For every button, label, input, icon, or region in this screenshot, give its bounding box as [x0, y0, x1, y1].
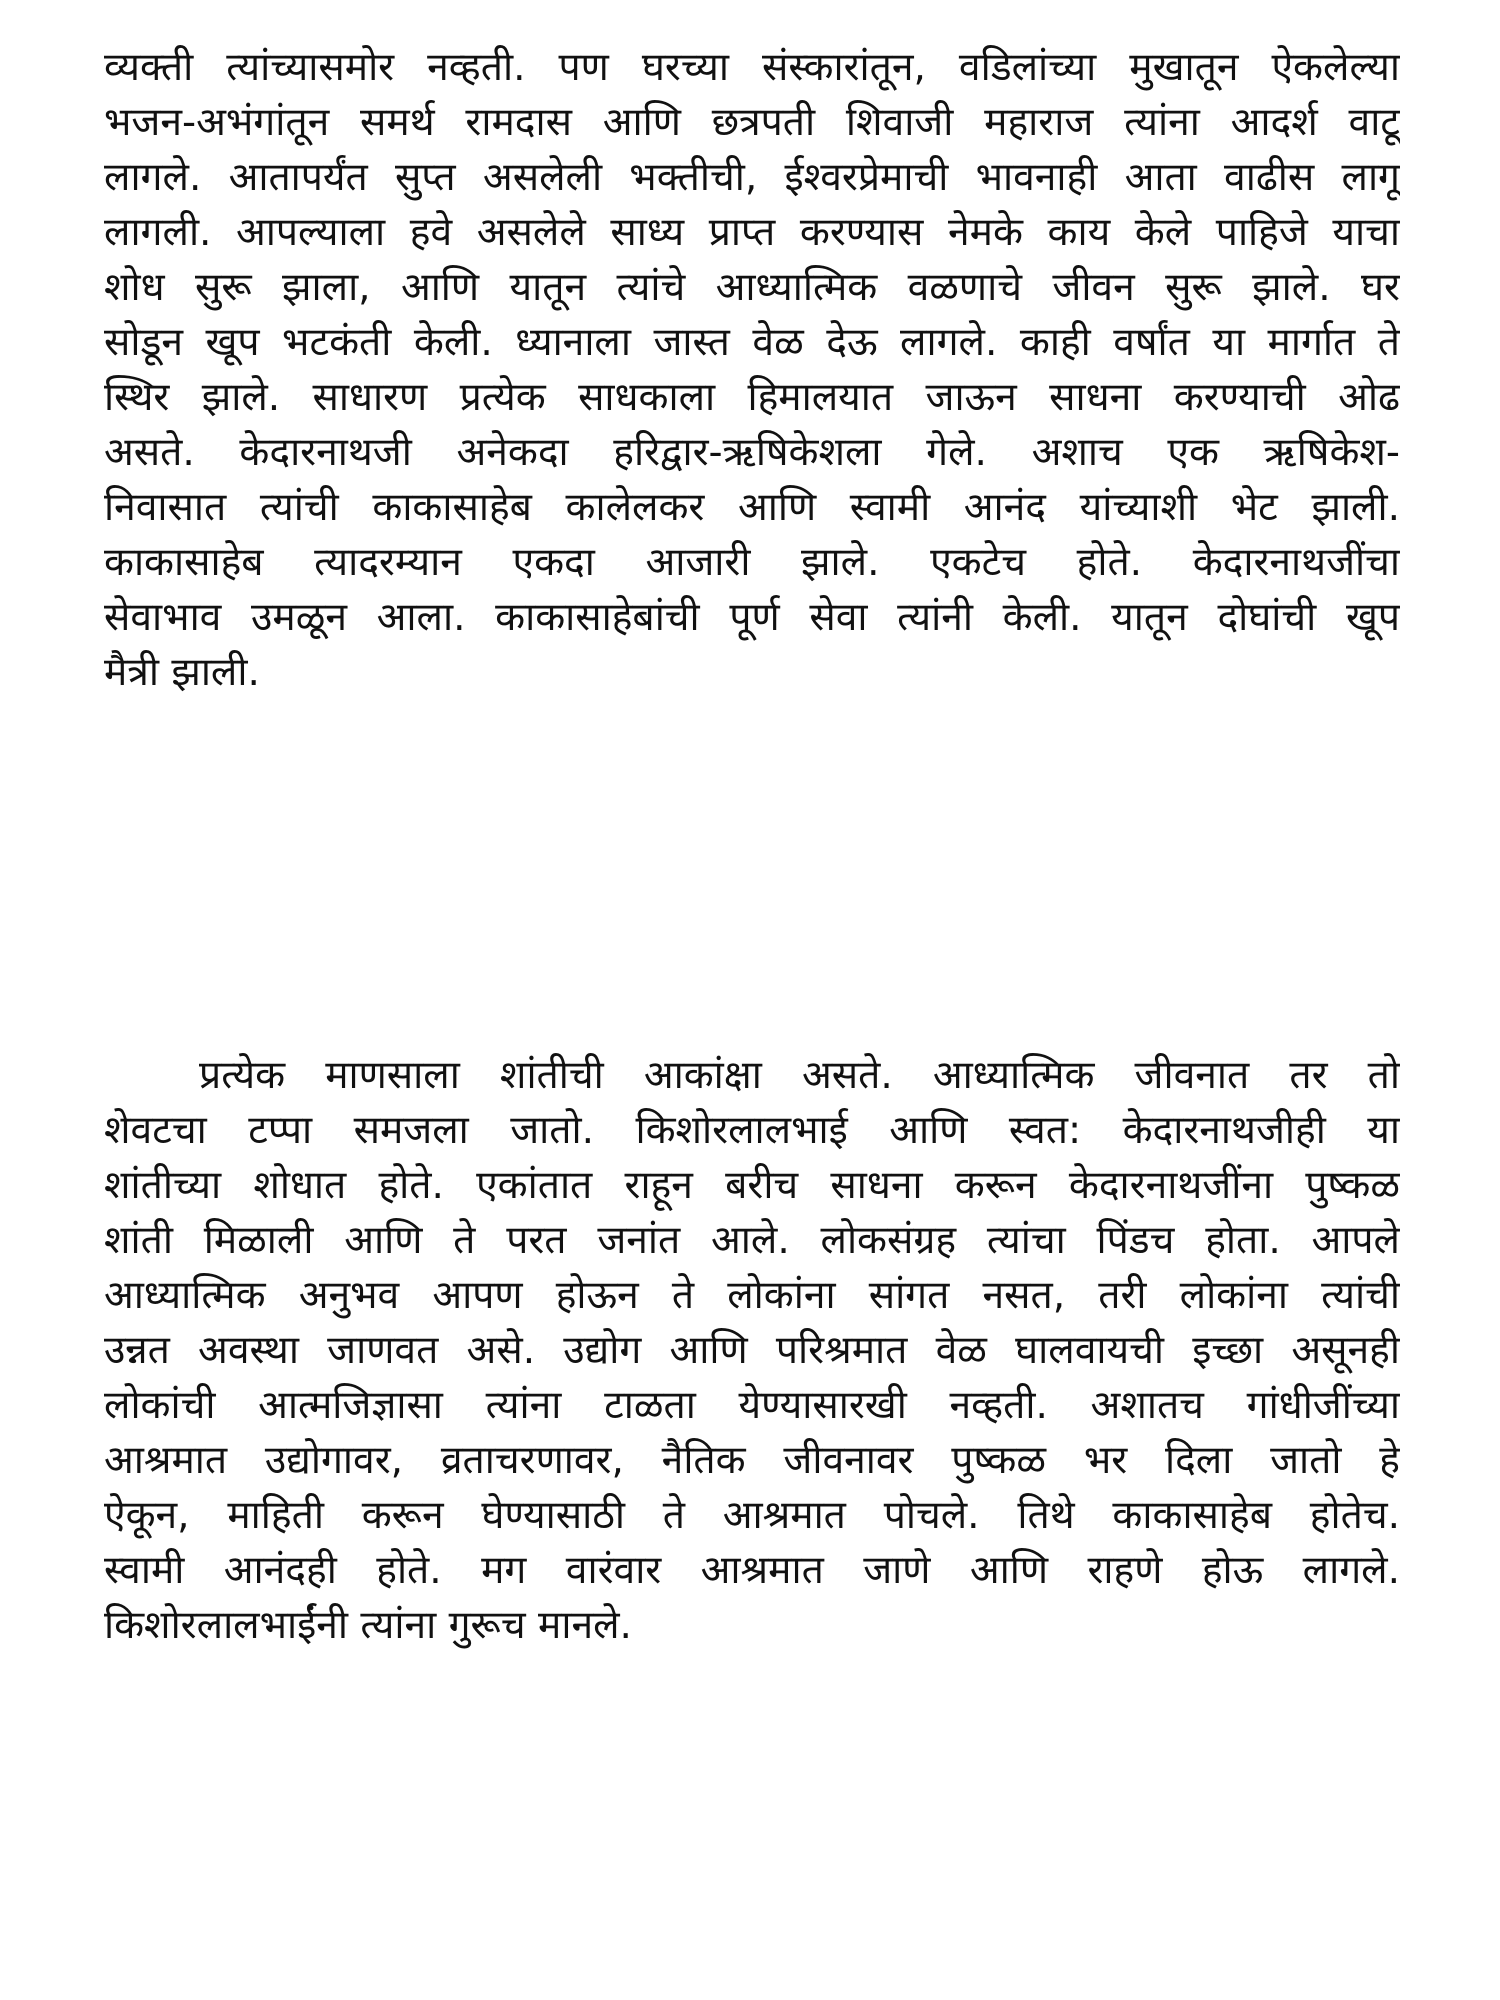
text-line: निवासात त्यांची काकासाहेब कालेलकर आणि स्वामी आनंद यांच्याशी भेट झाली.: [104, 485, 1400, 530]
text-line: सोडून खूप भटकंती केली. ध्यानाला जास्त वेळ देऊ लागले. काही वर्षांत या मार्गात ते: [104, 320, 1400, 365]
text-line: असते. केदारनाथजी अनेकदा हरिद्वार-ऋषिकेशला गेले. अशाच एक ऋषिकेश-: [104, 430, 1400, 475]
text-line: सेवाभाव उमळून आला. काकासाहेबांची पूर्ण सेवा त्यांनी केली. यातून दोघांची खूप: [104, 595, 1400, 640]
text-line: भजन-अभंगांतून समर्थ रामदास आणि छत्रपती शिवाजी महाराज त्यांना आदर्श वाटू: [104, 100, 1400, 145]
text-line: शांती मिळाली आणि ते परत जनांत आले. लोकसंग्रह त्यांचा पिंडच होता. आपले: [104, 1218, 1400, 1263]
text-line: स्थिर झाले. साधारण प्रत्येक साधकाला हिमालयात जाऊन साधना करण्याची ओढ: [104, 375, 1400, 420]
text-line: मैत्री झाली.: [104, 650, 260, 695]
text-line: लागली. आपल्याला हवे असलेले साध्य प्राप्त करण्यास नेमके काय केले पाहिजे याचा: [104, 210, 1400, 255]
text-line: उन्नत अवस्था जाणवत असे. उद्योग आणि परिश्रमात वेळ घालवायची इच्छा असूनही: [104, 1328, 1400, 1373]
text-line: आश्रमात उद्योगावर, व्रताचरणावर, नैतिक जीवनावर पुष्कळ भर दिला जातो हे: [104, 1438, 1400, 1483]
text-line: ऐकून, माहिती करून घेण्यासाठी ते आश्रमात पोचले. तिथे काकासाहेब होतेच.: [104, 1493, 1400, 1538]
paragraph-1: [104, 40, 1400, 700]
text-line: व्यक्ती त्यांच्यासमोर नव्हती. पण घरच्या संस्कारांतून, वडिलांच्या मुखातून ऐकलेल्या: [104, 45, 1400, 90]
text-line: शेवटचा टप्पा समजला जातो. किशोरलालभाई आणि स्वत: केदारनाथजीही या: [104, 1108, 1400, 1153]
text-line: प्रत्येक माणसाला शांतीची आकांक्षा असते. आध्यात्मिक जीवनात तर तो: [199, 1053, 1400, 1098]
text-line: आध्यात्मिक अनुभव आपण होऊन ते लोकांना सांगत नसत, तरी लोकांना त्यांची: [104, 1273, 1400, 1318]
text-line: किशोरलालभाईंनी त्यांना गुरूच मानले.: [104, 1603, 632, 1648]
text-line: शोध सुरू झाला, आणि यातून त्यांचे आध्यात्मिक वळणाचे जीवन सुरू झाले. घर: [104, 265, 1400, 310]
text-line: शांतीच्या शोधात होते. एकांतात राहून बरीच साधना करून केदारनाथजींना पुष्कळ: [104, 1163, 1400, 1208]
text-line: स्वामी आनंदही होते. मग वारंवार आश्रमात जाणे आणि राहणे होऊ लागले.: [104, 1548, 1400, 1593]
text-line: काकासाहेब त्यादरम्यान एकदा आजारी झाले. एकटेच होते. केदारनाथजींचा: [104, 540, 1400, 585]
text-line: लागले. आतापर्यंत सुप्त असलेली भक्तीची, ईश्वरप्रेमाची भावनाही आता वाढीस लागू: [104, 155, 1400, 200]
text-line: लोकांची आत्मजिज्ञासा त्यांना टाळता येण्यासारखी नव्हती. अशातच गांधीजींच्या: [104, 1383, 1400, 1428]
paragraph-2: [104, 1048, 1400, 1653]
